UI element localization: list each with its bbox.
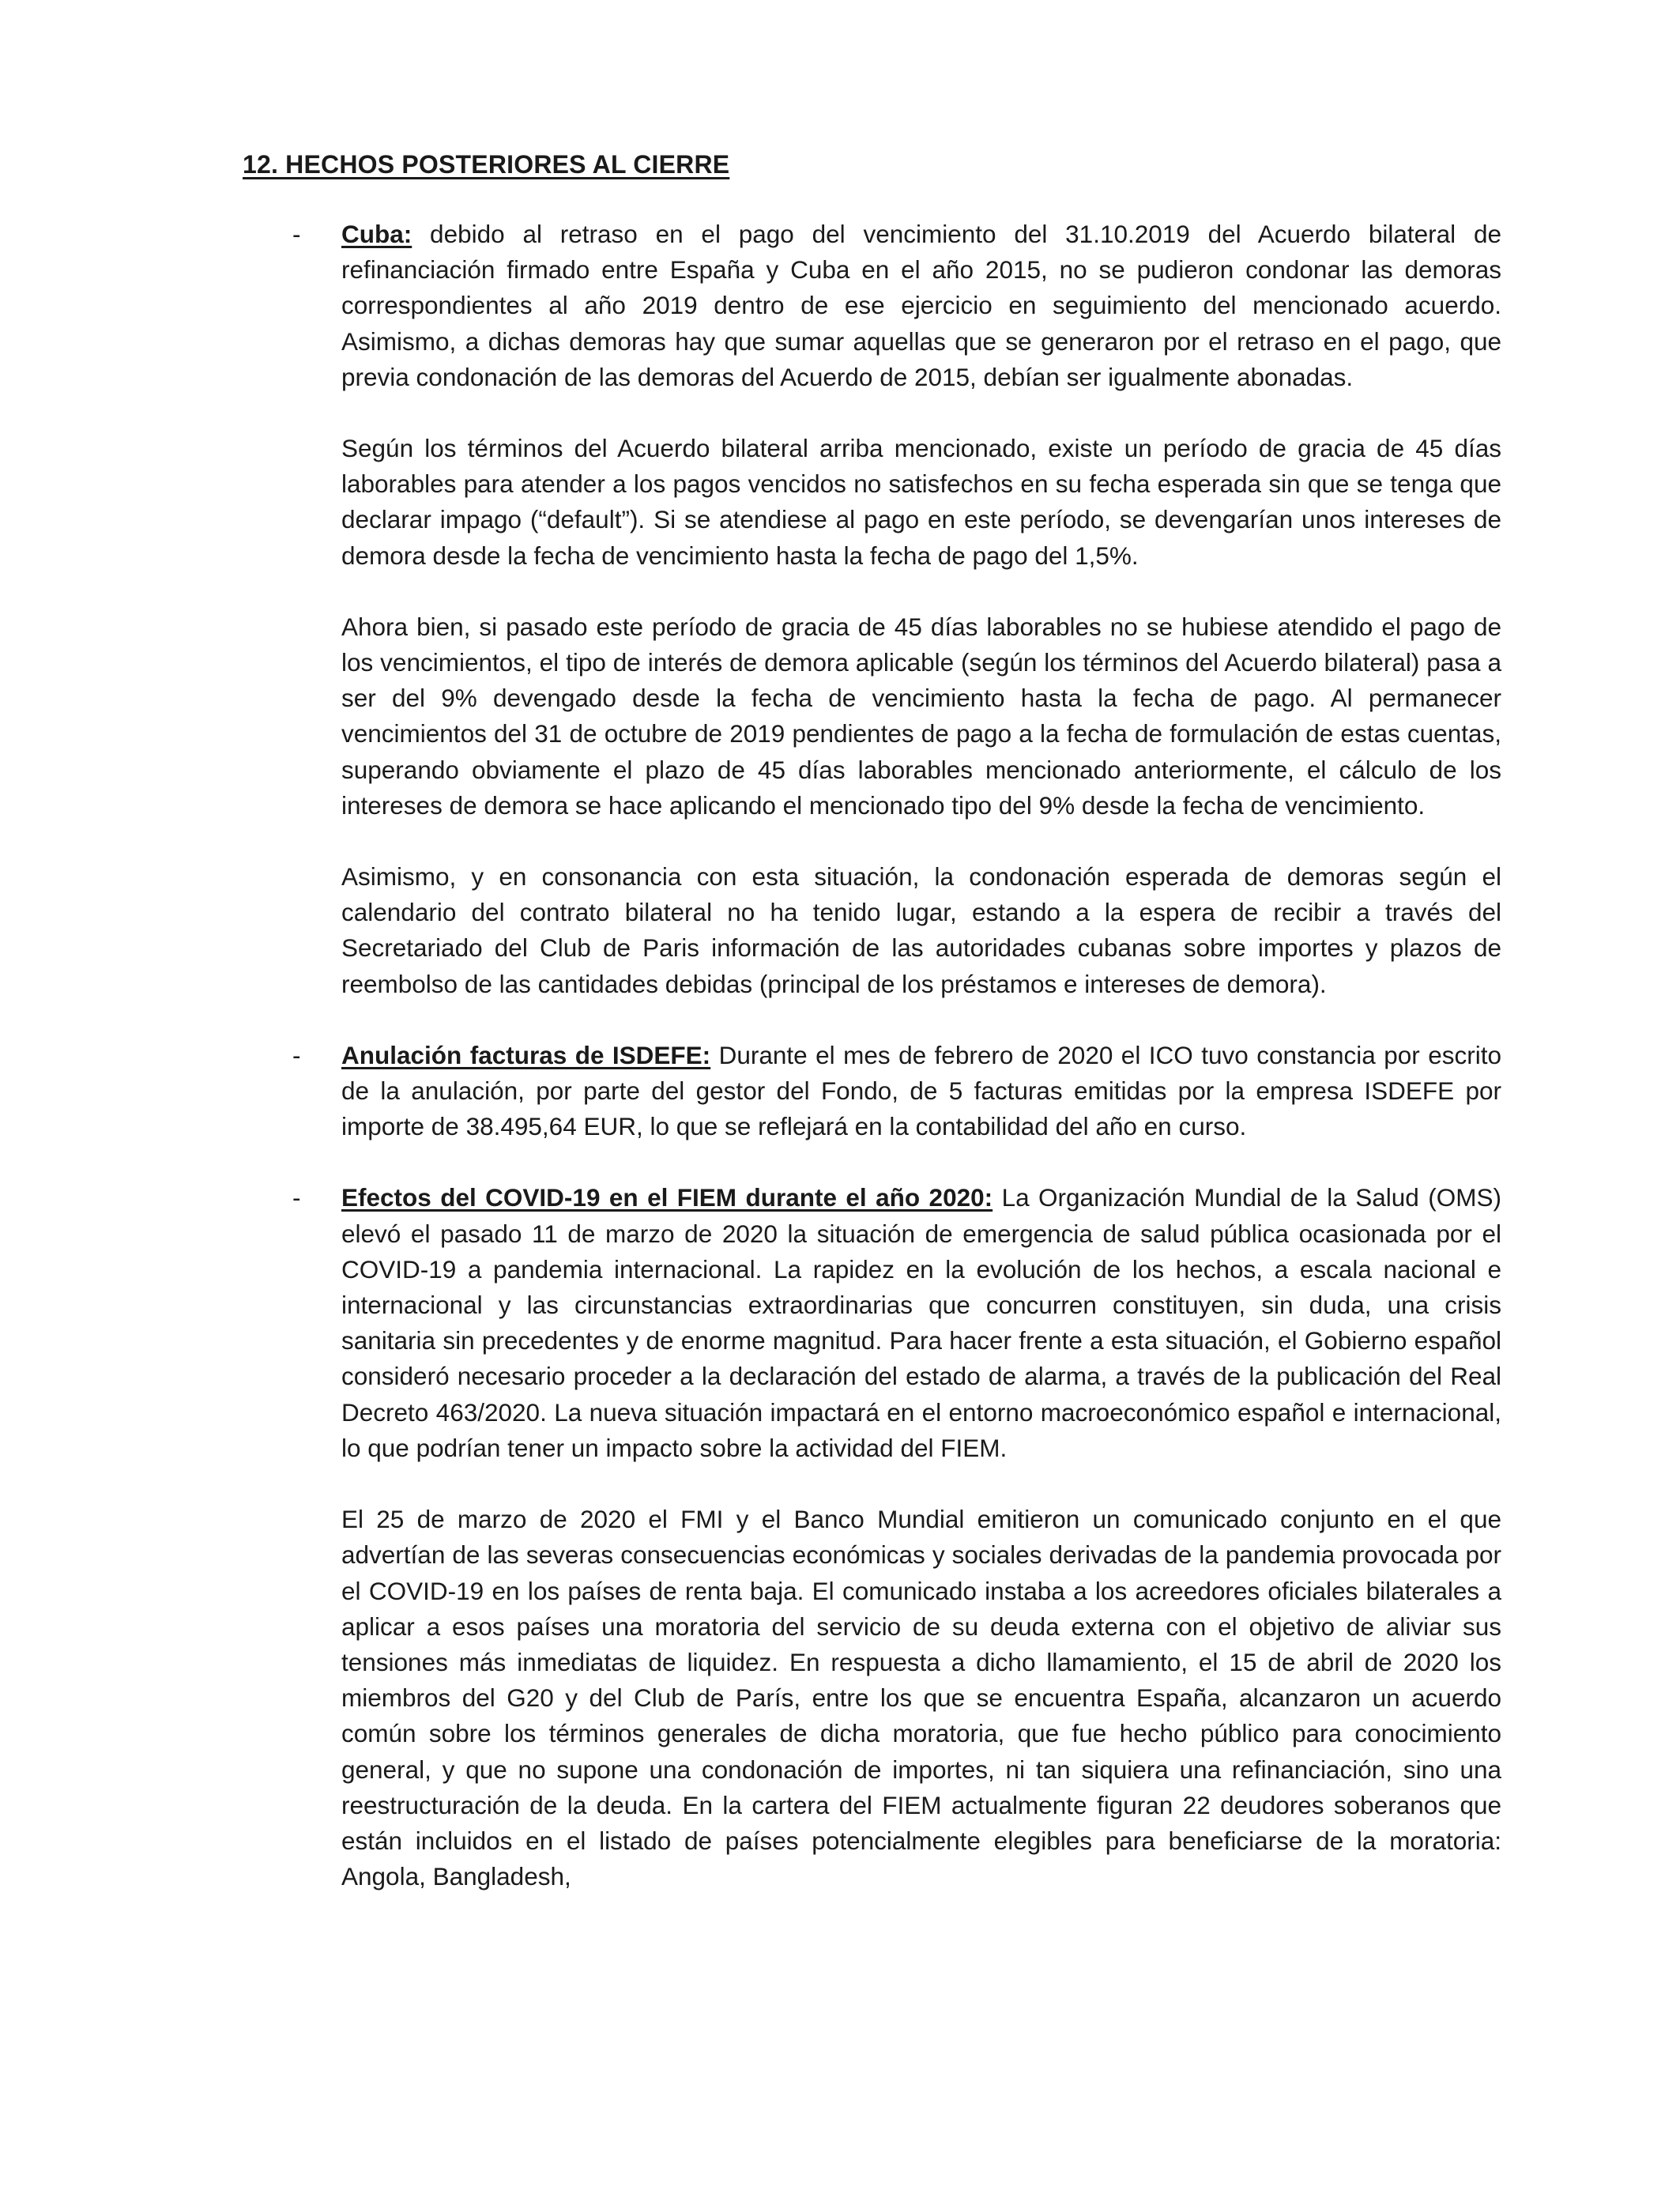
bullet-lead-cuba: Cuba: <box>341 220 412 248</box>
paragraph-covid-2: El 25 de marzo de 2020 el FMI y el Banco Mundial emitieron un comunicado conjunto en el que advertían de las severas consecuencias económicas y sociales derivadas de la pandemia provocada por el COVID-19 en los países de renta baja. El comunicado instaba a los acreedores oficiales bilaterales a aplicar a esos países una moratoria del servicio de su deuda externa con el objetivo de aliviar sus tensiones más inmediatas de liquidez. En respuesta a dicho llamamiento, el 15 de abril de 2020 los miembros del G20 y del Club de París, entre los que se encuentra España, alcanzaron un acuerdo común sobre los términos generales de dicha moratoria, que fue hecho público para conocimiento general, y que no supone una condonación de importes, ni tan siquiera una refinanciación, sino una reestructuración de la deuda. En la cartera del FIEM actualmente figuran 22 deudores soberanos que están incluidos en el listado de países potencialmente elegibles para beneficiarse de la moratoria: Angola, Bangladesh, <box>341 1505 1501 1891</box>
bullet-covid <box>292 1180 1501 1894</box>
paragraph-cuba-4: Asimismo, y en consonancia con esta situación, la condonación esperada de demoras según el calendario del contrato bilateral no ha tenido lugar, estando a la espera de recibir a través del Secretariado del Club de Paris información de las autoridades cubanas sobre importes y plazos de reembolso de las cantidades debidas (principal de los préstamos e intereses de demora). <box>341 862 1501 998</box>
section-heading: 12. HECHOS POSTERIORES AL CIERRE <box>243 150 730 179</box>
bullet-isdefe <box>292 1038 1502 1145</box>
bullet-dash: - <box>292 220 301 248</box>
bullet-dash: - <box>292 1040 301 1069</box>
paragraph-isdefe-1 <box>341 1038 1501 1145</box>
bullet-cuba <box>292 217 1501 1002</box>
paragraph-cuba-1 <box>341 217 1501 395</box>
paragraph-text: Durante el mes de febrero de 2020 el ICO tuvo constancia por escrito de la anulación, por parte del gestor del Fondo, de 5 facturas emitidas por la empresa ISDEFE por importe de 38.495,64 EUR, lo que se reflejará en la contabilidad del año en curso. <box>341 1040 1502 1141</box>
paragraph-text: La Organización Mundial de la Salud (OMS) elevó el pasado 11 de marzo de 2020 la situación de emergencia de salud pública ocasionada por el COVID-19 a pandemia internacional. La rapidez en la evolución de los hechos, a escala nacional e internacional y las circunstancias extraordinarias que concurren constituyen, sin duda, una crisis sanitaria sin precedentes y de enorme magnitud. Para hacer frente a esta situación, el Gobierno español consideró necesario proceder a la declaración del estado de alarma, a través de la publicación del Real Decreto 463/2020. La nueva situación impactará en el entorno macroeconómico español e internacional, lo que podrían tener un impacto sobre la actividad del FIEM. <box>341 1183 1501 1462</box>
paragraph-cuba-2: Según los términos del Acuerdo bilateral arriba mencionado, existe un período de gracia de 45 días laborables para atender a los pagos vencidos no satisfechos en su fecha esperada sin que se tenga que declarar impago (“default”). Si se atendiese al pago en este período, se devengarían unos intereses de demora desde la fecha de vencimiento hasta la fecha de pago del 1,5%. <box>341 434 1501 570</box>
paragraph-cuba-3: Ahora bien, si pasado este período de gracia de 45 días laborables no se hubiese atendido el pago de los vencimientos, el tipo de interés de demora aplicable (según los términos del Acuerdo bilateral) pasa a ser del 9% devengado desde la fecha de vencimiento hasta la fecha de pago. Al permanecer vencimientos del 31 de octubre de 2019 pendientes de pago a la fecha de formulación de estas cuentas, superando obviamente el plazo de 45 días laborables mencionado anteriormente, el cálculo de los intereses de demora se hace aplicando el mencionado tipo del 9% desde la fecha de vencimiento. <box>341 612 1501 820</box>
paragraph-covid-1 <box>341 1180 1501 1466</box>
bullet-dash: - <box>292 1183 301 1212</box>
bullet-lead-covid: Efectos del COVID-19 en el FIEM durante el año 2020: <box>341 1183 993 1212</box>
bullet-lead-isdefe: Anulación facturas de ISDEFE: <box>341 1040 711 1069</box>
document-body <box>292 217 1502 1930</box>
paragraph-text: debido al retraso en el pago del vencimiento del 31.10.2019 del Acuerdo bilateral de refinanciación firmado entre España y Cuba en el año 2015, no se pudieron condonar las demoras correspondientes al año 2019 dentro de ese ejercicio en seguimiento del mencionado acuerdo. Asimismo, a dichas demoras hay que sumar aquellas que se generaron por el retraso en el pago, que previa condonación de las demoras del Acuerdo de 2015, debían ser igualmente abonadas. <box>341 220 1501 391</box>
